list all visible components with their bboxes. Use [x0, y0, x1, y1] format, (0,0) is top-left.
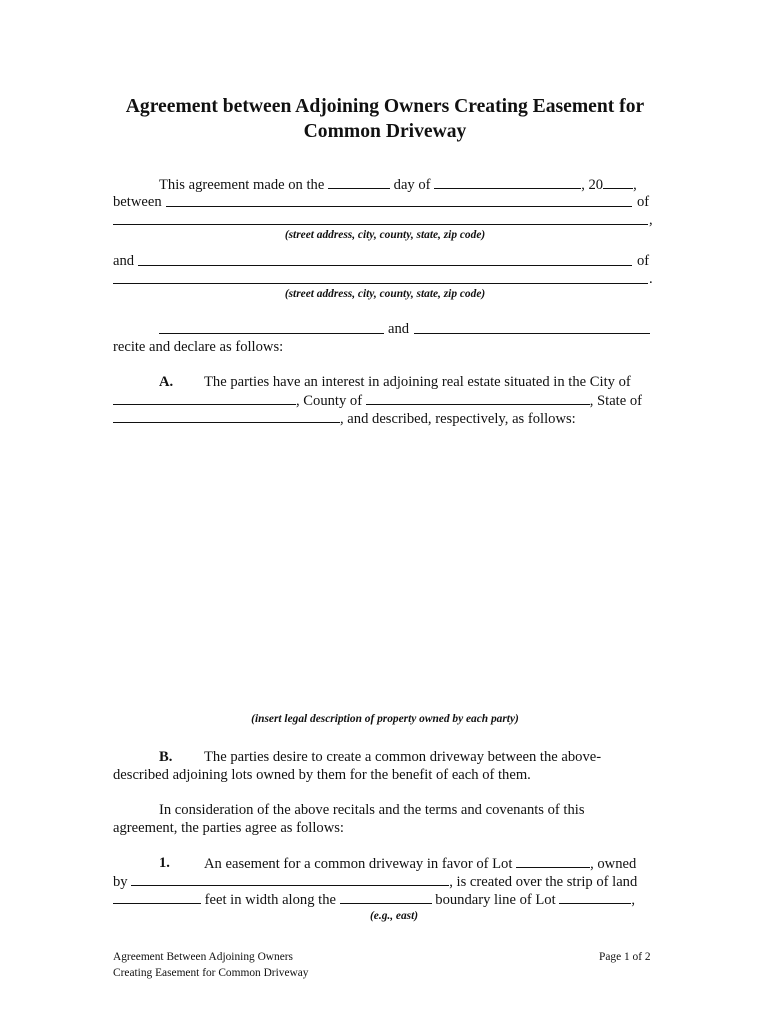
footer-title-line-2: Creating Easement for Common Driveway — [113, 967, 309, 979]
address-1-comma: , — [649, 212, 653, 228]
section-a-line-1: The parties have an interest in adjoining real estate situated in the City of — [204, 374, 631, 390]
consideration-line-1: In consideration of the above recitals and the terms and covenants of this — [159, 802, 585, 818]
date-day-blank[interactable] — [328, 175, 390, 189]
and-mid-label: and — [388, 321, 410, 337]
boundary-direction-blank[interactable] — [340, 890, 432, 904]
clause-1-comma: , — [631, 892, 635, 908]
section-b-marker: B. — [159, 749, 173, 765]
party-2-signature-name-blank[interactable] — [414, 333, 650, 334]
clause-1-line-1 — [204, 854, 636, 873]
state-blank[interactable] — [113, 409, 340, 423]
party-2-address-blank[interactable] — [113, 283, 648, 284]
width-feet-blank[interactable] — [113, 890, 201, 904]
footer-title-line-1: Agreement Between Adjoining Owners — [113, 951, 293, 963]
and-label: and — [113, 253, 135, 269]
state-of-text: , State of — [589, 393, 643, 409]
document-title-line-2: Common Driveway — [303, 121, 467, 142]
city-blank[interactable] — [113, 391, 296, 405]
described-text: , and described, respectively, as follows: — [340, 411, 576, 427]
address-label-2: (street address, city, county, state, zip code) — [284, 288, 486, 300]
section-b-line-1: The parties desire to create a common driveway between the above- — [204, 749, 602, 765]
of-label-2: of — [637, 253, 650, 269]
lot-number-blank-2[interactable] — [559, 890, 631, 904]
county-of-text: , County of — [296, 393, 363, 409]
section-a-marker: A. — [159, 374, 174, 390]
party-1-name-blank[interactable] — [166, 206, 632, 207]
date-month-blank[interactable] — [434, 175, 581, 189]
between-label: between — [113, 194, 162, 210]
legal-description-label: (insert legal description of property owned by each party) — [251, 713, 519, 725]
address-label-1: (street address, city, county, state, zip code) — [284, 229, 486, 241]
page-number: Page 1 of 2 — [599, 951, 651, 963]
owner-name-blank[interactable] — [131, 872, 449, 886]
created-text: , is created over the strip of land — [449, 874, 638, 890]
year-comma: , — [633, 177, 637, 193]
intro-line-1 — [159, 175, 637, 194]
party-2-name-blank[interactable] — [138, 265, 632, 266]
year-prefix-text: , 20 — [581, 177, 604, 193]
section-a-line-3 — [113, 409, 576, 428]
boundary-text: boundary line of Lot — [435, 892, 556, 908]
document-title-line-1: Agreement between Adjoining Owners Creating Easement for — [125, 96, 645, 117]
party-1-address-blank[interactable] — [113, 224, 648, 225]
consideration-line-2: agreement, the parties agree as follows: — [113, 820, 344, 836]
recite-text: recite and declare as follows: — [113, 339, 284, 355]
example-direction-label: (e.g., east) — [370, 910, 419, 922]
day-of-text: day of — [393, 177, 431, 193]
made-on-text: This agreement made on the — [159, 177, 325, 193]
clause-1-marker: 1. — [159, 855, 170, 871]
owned-text: , owned — [590, 856, 637, 872]
party-1-signature-name-blank[interactable] — [159, 333, 384, 334]
easement-text: An easement for a common driveway in favor of Lot — [204, 856, 513, 872]
lot-number-blank-1[interactable] — [516, 854, 590, 868]
section-b-line-2: described adjoining lots owned by them for the benefit of each of them. — [113, 767, 531, 783]
of-label-1: of — [637, 194, 650, 210]
feet-width-text: feet in width along the — [204, 892, 336, 908]
date-year-blank[interactable] — [603, 175, 633, 189]
clause-1-line-2 — [113, 872, 637, 891]
by-text: by — [113, 874, 128, 890]
county-blank[interactable] — [366, 391, 590, 405]
address-2-period: . — [649, 271, 653, 287]
section-a-line-2 — [113, 391, 642, 410]
